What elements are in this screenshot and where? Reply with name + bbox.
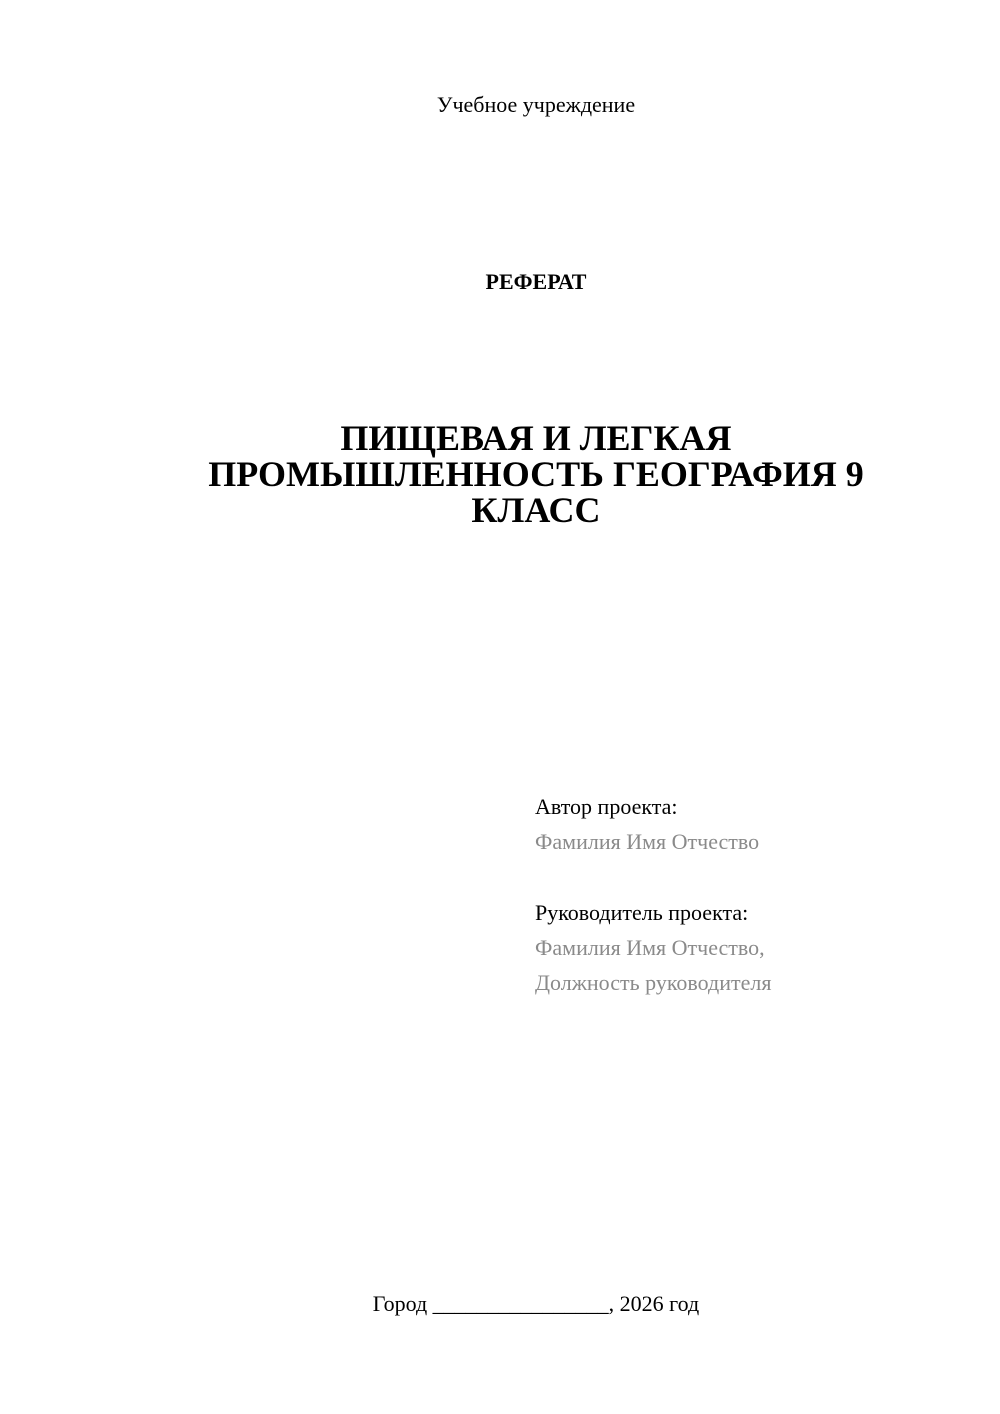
author-label: Автор проекта: — [535, 794, 678, 819]
credits-spacer — [535, 859, 975, 895]
credits-block — [535, 789, 975, 1000]
document-type: РЕФЕРАТ — [485, 269, 587, 294]
author-name: Фамилия Имя Отчество — [535, 829, 760, 854]
title-line: ПИЩЕВАЯ И ЛЕГКАЯ — [340, 418, 732, 458]
title-line: КЛАСС — [471, 490, 601, 530]
supervisor-position: Должность руководителя — [535, 970, 772, 995]
title-line: ПРОМЫШЛЕННОСТЬ ГЕОГРАФИЯ 9 — [208, 454, 864, 494]
city-year-line: Город ________________, 2026 год — [372, 1291, 700, 1316]
document-title — [0, 420, 1000, 528]
institution-name: Учебное учреждение — [436, 92, 636, 117]
supervisor-name: Фамилия Имя Отчество, — [535, 935, 765, 960]
supervisor-label: Руководитель проекта: — [535, 900, 749, 925]
